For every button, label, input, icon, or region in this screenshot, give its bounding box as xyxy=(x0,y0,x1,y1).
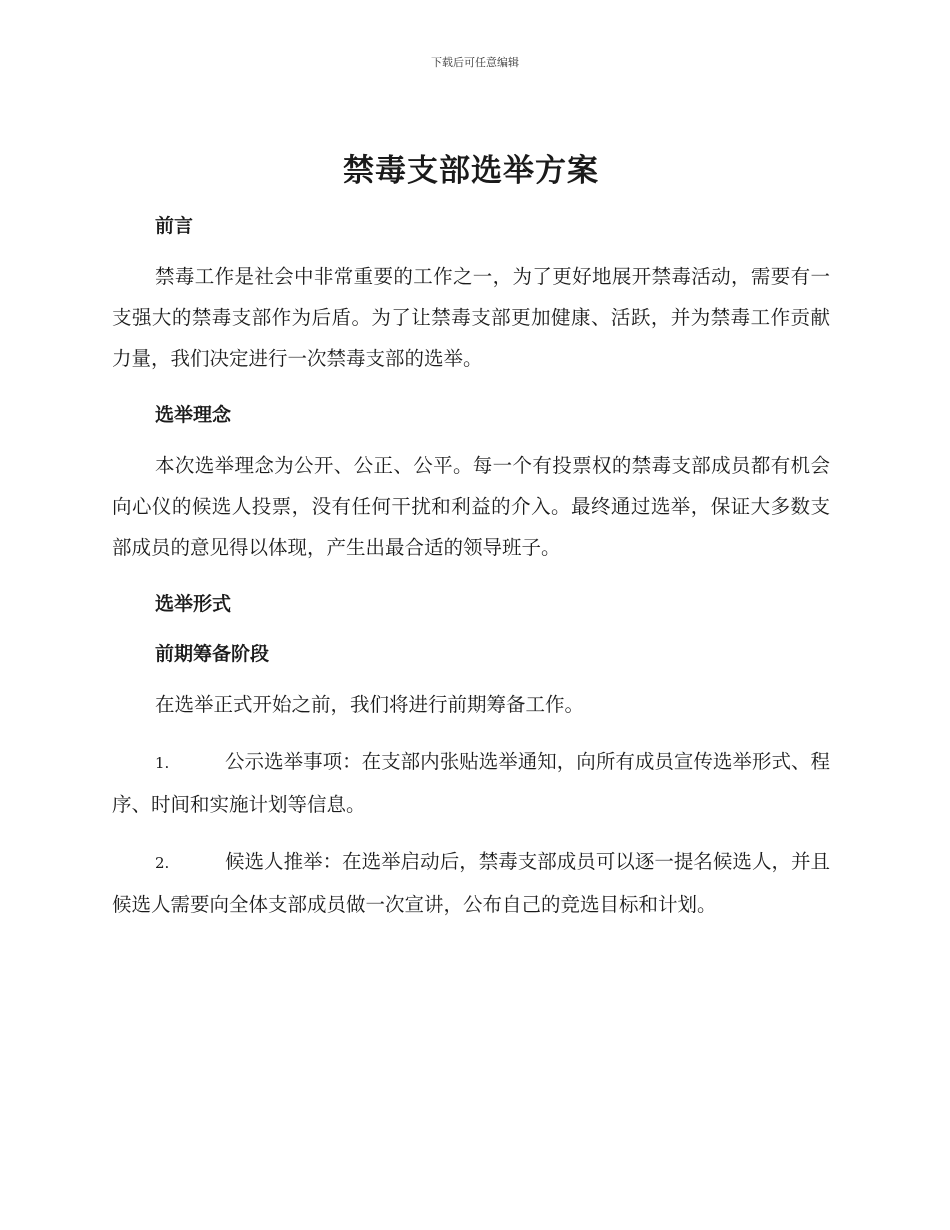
section-heading-form: 选举形式 xyxy=(155,593,232,615)
preface-paragraph: 禁毒工作是社会中非常重要的工作之一，为了更好地展开禁毒活动，需要有一支强大的禁毒支部作为后盾。为了让禁毒支部更加健康、活跃，并为禁毒工作贡献力量，我们决定进行一次禁毒支部的选举。 xyxy=(112,265,830,370)
list-item xyxy=(112,841,830,925)
list-item-text: 公示选举事项：在支部内张贴选举通知，向所有成员宣传选举形式、程序、时间和实施计划等信息。 xyxy=(112,750,830,816)
document-title: 禁毒支部选举方案 xyxy=(343,153,599,189)
concept-paragraph: 本次选举理念为公开、公正、公平。每一个有投票权的禁毒支部成员都有机会向心仪的候选人投票，没有任何干扰和利益的介入。最终通过选举，保证大多数支部成员的意见得以体现，产生出最合适的领导班子。 xyxy=(112,454,830,559)
section-heading-concept: 选举理念 xyxy=(155,404,232,426)
header-note: 下载后可任意编辑 xyxy=(431,56,519,69)
section-heading-preface: 前言 xyxy=(155,215,194,237)
list-item xyxy=(112,741,830,825)
document-body xyxy=(112,148,830,925)
list-item-number: 1. xyxy=(155,754,170,772)
prep-paragraph: 在选举正式开始之前，我们将进行前期筹备工作。 xyxy=(155,693,585,716)
list-item-number: 2. xyxy=(155,854,170,872)
list-item-text: 候选人推举：在选举启动后，禁毒支部成员可以逐一提名候选人，并且候选人需要向全体支部成员做一次宣讲，公布自己的竞选目标和计划。 xyxy=(112,850,830,916)
section-heading-prep: 前期筹备阶段 xyxy=(155,643,270,665)
